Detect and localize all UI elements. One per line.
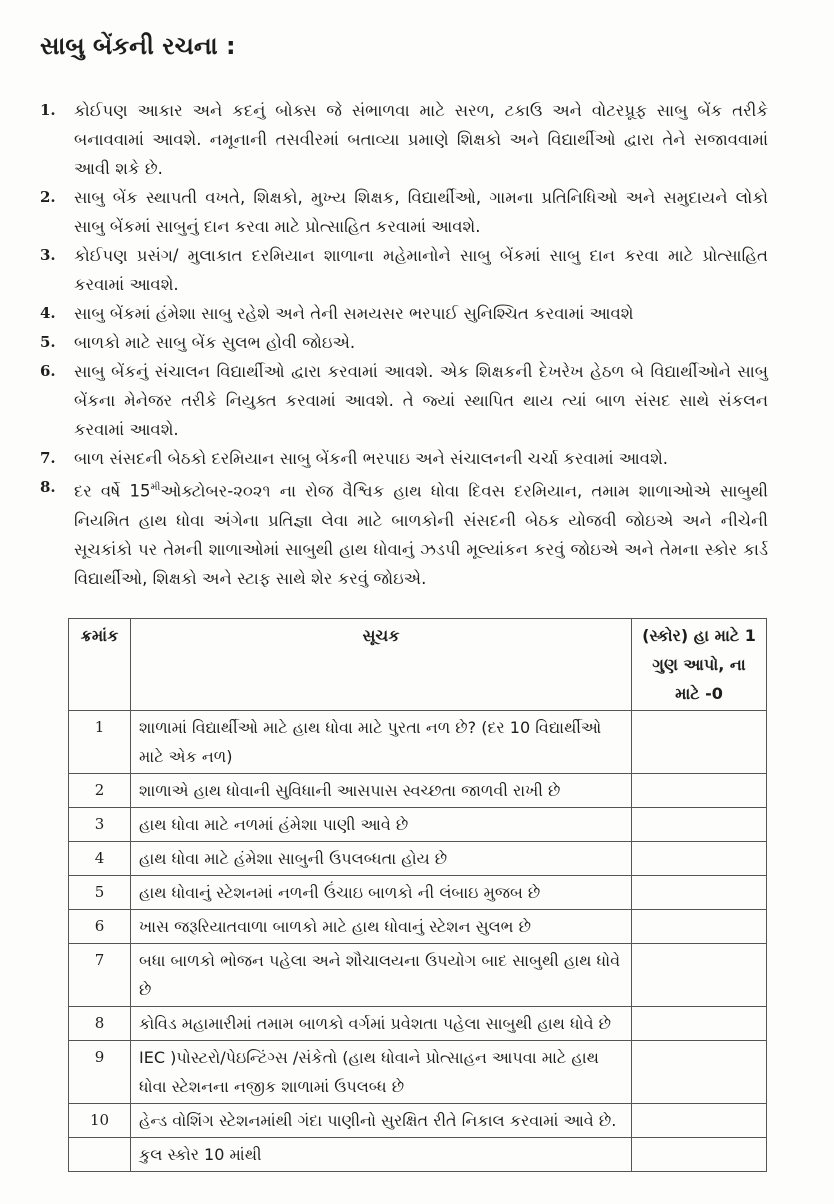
list-item (40, 357, 768, 444)
list-item (40, 299, 768, 328)
row-indicator: હાથ ધોવા માટે હંમેશા સાબુની ઉપલબ્ધતા હોય છે (131, 842, 632, 876)
list-item (40, 473, 768, 593)
item-text: સાબુ બેંક સ્થાપતી વખતે, શિક્ષકો, મુખ્ય શિક્ષક, વિદ્યાર્થીઓ, ગામના પ્રતિનિધિઓ અને સમુદાયને લોકો સાબુ બેંકમાં સાબુનું દાન કરવા માટે પ્રોત્સાહિત કરવામાં આવશે. (74, 188, 768, 236)
item-number: 8. (40, 478, 56, 496)
item-text: કોઈપણ પ્રસંગ/ મુલાકાત દરમિયાન શાળાના મહેમાનોને સાબુ બેંકમાં સાબુ દાન કરવા માટે પ્રોત્સાહિત કરવામાં આવશે. (74, 246, 768, 294)
row-indicator: હાથ ધોવા માટે નળમાં હંમેશા પાણી આવે છે (131, 808, 632, 842)
row-indicator: હેન્ડ વોશિંગ સ્ટેશનમાંથી ગંદા પાણીનો સુરક્ષિત રીતે નિકાલ કરવામાં આવે છે. (131, 1104, 632, 1138)
item-text: સાબુ બેંકમાં હંમેશા સાબુ રહેશે અને તેની સમયસર ભરપાઈ સુનિશ્ચિત કરવામાં આવશે (74, 304, 634, 323)
table-row (69, 910, 767, 944)
page-title: સાબુ બેંકની રચના : (40, 32, 236, 60)
item-number: 1. (40, 101, 56, 119)
table-row (69, 774, 767, 808)
row-number (69, 1138, 131, 1172)
row-number: 9 (69, 1041, 131, 1104)
indicator-table (68, 618, 767, 1172)
item-text: બાળ સંસદની બેઠકો દરમિયાન સાબુ બેંકની ભરપાઇ અને સંચાલનની ચર્ચા કરવામાં આવશે. (74, 449, 669, 468)
row-indicator: હાથ ધોવાનું સ્ટેશનમાં નળની ઉંચાઇ બાળકો ની લંબાઇ મુજબ છે (131, 876, 632, 910)
row-number: 7 (69, 944, 131, 1007)
row-indicator: IEC )પોસ્ટરો/પેઇન્ટિંગ્સ /સંકેતો (હાથ ધોવાને પ્રોત્સાહન આપવા માટે હાથ ધોવા સ્ટેશનના નજીક શાળામાં ઉપલબ્ધ છે (131, 1041, 632, 1104)
table-row (69, 711, 767, 774)
row-number: 5 (69, 876, 131, 910)
row-number: 4 (69, 842, 131, 876)
row-indicator: કોવિડ મહામારીમાં તમામ બાળકો વર્ગમાં પ્રવેશતા પહેલા સાબુથી હાથ ધોવે છે (131, 1007, 632, 1041)
item-body: ઓક્ટોબર-૨૦૨૧ ના રોજ વૈશ્વિક હાથ ધોવા દિવસ દરમિયાન, તમામ શાળાઓએ સાબુથી નિયમિત હાથ ધોવા અંગેના પ્રતિજ્ઞા લેવા માટે બાળકોની સંસદની બેઠક યોજવી જોઇએ અને નીચેની સૂચકાંકો પર તેમની શાળાઓમાં સાબુથી હાથ ધોવાનું ઝડપી મૂલ્યાંકન કરવું જોઇએ અને તેમના સ્કોર કાર્ડ વિદ્યાર્થીઓ, શિક્ષકો અને સ્ટાફ સાથે શેર કરવું જોઇએ. (74, 481, 768, 588)
item-number: 6. (40, 362, 56, 380)
ordinal-suffix: મી (150, 482, 161, 493)
list-item (40, 444, 768, 473)
table-row (69, 842, 767, 876)
row-number: 6 (69, 910, 131, 944)
list-item (40, 241, 768, 299)
item-text: કોઈપણ આકાર અને કદનું બોક્સ જે સંભાળવા માટે સરળ, ટકાઉ અને વોટરપ્રૂફ સાબુ બેંક તરીકે બનાવવામાં આવશે. નમૂનાની તસવીરમાં બતાવ્યા પ્રમાણે શિક્ષકો અને વિદ્યાર્થીઓ દ્વારા તેને સજાવવામાં આવી શકે છે. (74, 101, 768, 178)
table-row (69, 1007, 767, 1041)
item-prefix: દર વર્ષે 15 (74, 481, 151, 501)
item-number: 4. (40, 304, 56, 322)
row-number: 2 (69, 774, 131, 808)
row-score[interactable] (632, 876, 767, 910)
row-score[interactable] (632, 910, 767, 944)
row-number: 10 (69, 1104, 131, 1138)
table-row (69, 1104, 767, 1138)
table-row (69, 944, 767, 1007)
table-row (69, 808, 767, 842)
list-item (40, 183, 768, 241)
row-score[interactable] (632, 774, 767, 808)
row-indicator: બધા બાળકો ભોજન પહેલા અને શૌચાલયના ઉપયોગ બાદ સાબુથી હાથ ધોવે છે (131, 944, 632, 1007)
header-score: (સ્કોર) હા માટે 1 ગુણ આપો, ના માટે -0 (632, 619, 767, 711)
row-indicator: શાળાએ હાથ ધોવાની સુવિધાની આસપાસ સ્વચ્છતા જાળવી રાખી છે (131, 774, 632, 808)
header-serial: ક્રમાંક (69, 619, 131, 711)
item-number: 2. (40, 188, 56, 206)
row-number: 8 (69, 1007, 131, 1041)
item-text: બાળકો માટે સાબુ બેંક સુલભ હોવી જોઇએ. (74, 333, 356, 352)
list-item (40, 96, 768, 183)
header-indicator: સૂચક (131, 619, 632, 711)
row-score[interactable] (632, 1104, 767, 1138)
row-score[interactable] (632, 944, 767, 1007)
row-indicator: ખાસ જરૂરિયાતવાળા બાળકો માટે હાથ ધોવાનું સ્ટેશન સુલભ છે (131, 910, 632, 944)
table-row (69, 876, 767, 910)
row-score[interactable] (632, 1041, 767, 1104)
item-text: સાબુ બેંકનું સંચાલન વિદ્યાર્થીઓ દ્વારા કરવામાં આવશે. એક શિક્ષકની દેખરેખ હેઠળ બે વિદ્યાર્થીઓને સાબુ બેંકના મેનેજર તરીકે નિયુક્ત કરવામાં આવશે. તે જ્યાં સ્થાપિત થાય ત્યાં બાળ સંસદ સાથે સંકલન કરવામાં આવશે. (74, 362, 768, 439)
table-header-row (69, 619, 767, 711)
list-item (40, 328, 768, 357)
item-number: 5. (40, 333, 56, 351)
total-row (69, 1138, 767, 1172)
row-score[interactable] (632, 1138, 767, 1172)
item-text (74, 473, 768, 593)
table-body (69, 711, 767, 1172)
item-number: 7. (40, 449, 56, 467)
composition-list (40, 96, 768, 593)
row-indicator: કુલ સ્કોર 10 માંથી (131, 1138, 632, 1172)
row-indicator: શાળામાં વિદ્યાર્થીઓ માટે હાથ ધોવા માટે પુરતા નળ છે? (દર 10 વિદ્યાર્થીઓ માટે એક નળ) (131, 711, 632, 774)
row-score[interactable] (632, 1007, 767, 1041)
row-number: 3 (69, 808, 131, 842)
row-number: 1 (69, 711, 131, 774)
row-score[interactable] (632, 808, 767, 842)
table-row (69, 1041, 767, 1104)
row-score[interactable] (632, 711, 767, 774)
item-number: 3. (40, 246, 56, 264)
row-score[interactable] (632, 842, 767, 876)
